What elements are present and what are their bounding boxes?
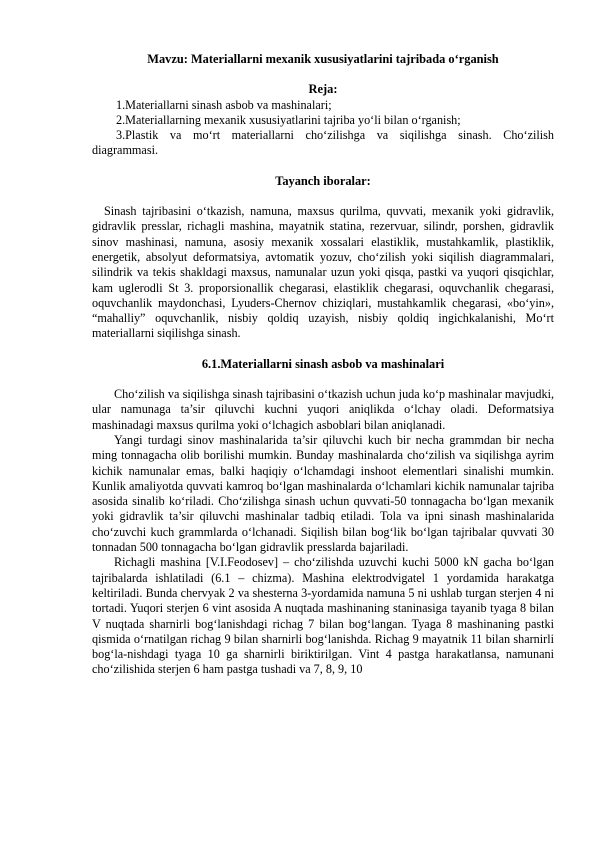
document-title: Mavzu: Materiallarni mexanik xususiyatlarini tajribada o‘rganish xyxy=(147,52,499,66)
body-paragraph-3: Richagli mashina [V.I.Feodosev] – cho‘zilishda uzuvchi kuchi 5000 kN gacha bo‘lgan tajribalarda ishlatiladi (6.1 – chizma). Mashina elektrodvigatel 1 yordamida harakatga keltiriladi. Bunda chervyak 2 va shesterna 3-yordamida namuna 5 ni ushlab turgan sterjen 4 ni tortadi. Yuqori sterjen 6 vint asosida A nuqtada mashinaning staninasiga tayanib tyaga 8 bilan V nuqtada sharnirli bog‘lanishdagi richag 7 bilan bog‘langan. Tyaga 8 mashinaning pastki qismida o‘rnatilgan richag 9 bilan sharnirli bog‘lanishda. Richag 9 mayatnik 11 bilan sharnirli bog‘la-nishdagi tyaga 10 ga sharnirli biriktirilgan. Vint 4 pastga harakatlansa, namunani cho‘zilishida sterjen 6 ham pastga tushadi va 7, 8, 9, 10 xyxy=(92,555,554,677)
keywords-heading: Tayanch iboralar: xyxy=(275,173,371,188)
body-paragraph-2: Yangi turdagi sinov mashinalarida ta’sir qiluvchi kuch bir necha grammdan bir necha ming tonnagacha olib borilishi mumkin. Bunday mashinalarda cho‘zilish va siqilishga ayrim kichik namunalar emas, balki haqiqiy o‘lchamdagi inshoot elementlari sinalishi mumkin. Kunlik amaliyotda quvvati kamroq bo‘lgan mashinalarda o‘lchamlari kichik namunalar tajriba asosida sinalib ko‘riladi. Cho‘zilishga sinash uchun quvvati-50 tonnagacha bo‘lgan mexanik yoki gidravlik ta’sir qiluvchi mashinalar tadbiq etiladi. Tola va ipni sinash mashinalarida cho‘zuvchi kuch grammlarda o‘lchanadi. Siqilish bilan bog‘lik bo‘lgan tajribalar quvvati 30 tonnadan 500 tonnagacha bo‘lgan gidravlik presslarda bajariladi. xyxy=(92,432,554,555)
document-page xyxy=(92,52,554,678)
plan-item-2: 2.Materiallarning mexanik xususiyatlarini tajriba yo‘li bilan o‘rganish; xyxy=(116,112,461,127)
plan-item-1: 1.Materiallarni sinash asbob va mashinalari; xyxy=(116,97,332,112)
plan-item-3: 3.Plastik va mo‘rt materiallarni cho‘zilishga va siqilishga sinash. Cho‘zilish diagrammasi. xyxy=(92,128,554,158)
body-paragraph-1: Cho‘zilish va siqilishga sinash tajribasini o‘tkazish uchun juda ko‘p mashinalar mavjudki, ular namunaga ta’sir qiluvchi kuchni yuqori aniqlikda o‘lchay oladi. Deformatsiya mashinadagi maxsus qurilma yoki o‘lchagich asboblari bilan aniqlanadi. xyxy=(92,387,554,432)
keywords-paragraph: Sinash tajribasini o‘tkazish, namuna, maxsus qurilma, quvvati, mexanik yoki gidravlik, gidravlik presslar, richagli mashina, mayatnik statina, rezervuar, silindr, porshen, gidravlik sinov mashinasi, namuna, asosiy mexanik xossalari elastiklik, mustahkamlik, plastiklik, energetik, absolyut deformatsiya, avtomatik yozuv, cho‘zilish yoki siqilish diagrammalari, silindrik va tekis shakldagi maxsus, namunalar uzun yoki qisqa, pastki va yuqori qisqichlar, kam uglerodli St 3. proporsionallik chegarasi, elastiklik chegarasi, oquvchanlik chegarasi, oquvchanlik maydonchasi, Lyuders-Chernov chiziqlari, mustahkamlik chegarasi, «bo‘yin», “mahalliy” oquvchanlik, nisbiy qoldiq uzayish, nisbiy qoldiq ingichkalanishi, Mo‘rt materiallarni siqilishga sinash. xyxy=(92,204,554,341)
section-heading: 6.1.Materiallarni sinash asbob va mashinalari xyxy=(201,356,445,371)
plan-heading: Reja: xyxy=(308,82,338,97)
